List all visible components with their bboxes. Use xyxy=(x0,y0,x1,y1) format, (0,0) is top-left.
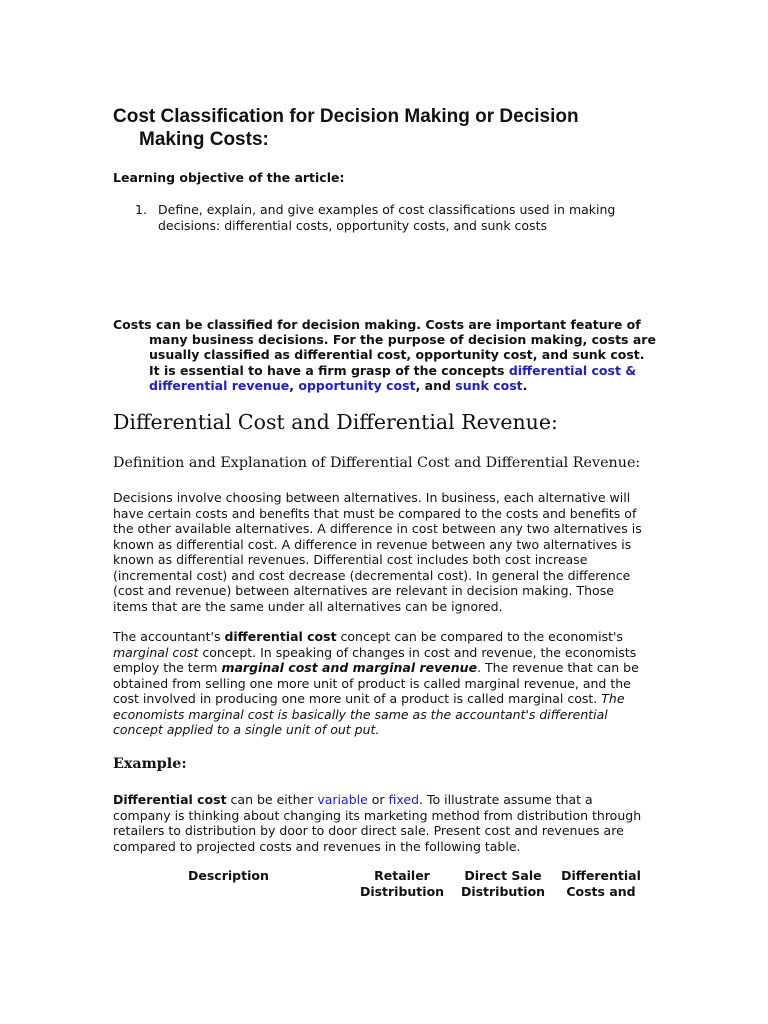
objective-line-2: decisions: differential costs, opportunity costs, and sunk costs xyxy=(158,218,547,233)
col-header-line: Distribution xyxy=(359,884,445,899)
col-header-line: Direct Sale xyxy=(464,868,542,883)
col-header-line: Distribution xyxy=(460,884,546,899)
col-header-line: Differential xyxy=(561,868,641,883)
col-header-retailer-distribution xyxy=(357,868,447,900)
col-header-differential-costs xyxy=(556,868,646,900)
example-heading: Example: xyxy=(113,756,187,772)
intro-end: . xyxy=(522,377,528,393)
para2-bold-italic-term: marginal cost and marginal revenue xyxy=(221,660,478,675)
intro-line-3: usually classified as differential cost, opportunity cost, and sunk cost. xyxy=(149,347,645,363)
para2-text: obtained from selling one more unit of product is called marginal revenue, and the xyxy=(113,675,631,691)
intro-sep-1: , xyxy=(289,377,299,393)
link-fixed[interactable]: fixed xyxy=(388,792,420,807)
intro-line-4-text: It is essential to have a firm grasp of the concepts xyxy=(149,362,509,378)
objective-item xyxy=(135,202,635,234)
cost-table-header xyxy=(113,868,653,908)
para2-text: cost involved in producing one more unit of a product is called marginal cost. xyxy=(113,691,602,706)
intro-line-1: Costs can be classified for decision making. Costs are important feature of xyxy=(113,317,641,332)
para2-text: employ the term xyxy=(113,660,222,675)
paragraph-decisions xyxy=(113,490,653,614)
para2-italic: economists marginal cost is basically the same as the accountant's differential xyxy=(113,706,608,722)
para2-text: The accountant's xyxy=(113,629,225,644)
subheading: Definition and Explanation of Differential Cost and Differential Revenue: xyxy=(113,455,641,471)
para3-text: compared to projected costs and revenues in the following table. xyxy=(113,838,521,854)
para3-bold-differential-cost: Differential cost xyxy=(113,792,227,807)
para3-text: company is thinking about changing its marketing method from distribution through xyxy=(113,807,642,823)
title-line-1: Cost Classification for Decision Making or Decision xyxy=(113,106,579,127)
col-header-line: Costs and xyxy=(566,884,636,899)
para2-text: concept can be compared to the economist's xyxy=(336,629,623,644)
col-header-direct-sale-distribution xyxy=(458,868,548,900)
link-variable[interactable]: variable xyxy=(317,792,368,807)
objective-number: 1. xyxy=(135,202,147,217)
para3-text: can be either xyxy=(226,792,318,807)
para1-line: Decisions involve choosing between alternatives. In business, each alternative will xyxy=(113,490,631,505)
para2-italic: The xyxy=(601,691,625,706)
para1-line: known as differential cost. A difference in revenue between any two alternatives is xyxy=(113,536,632,552)
para3-text: retailers to distribution by door to door direct sale. Present cost and revenues are xyxy=(113,823,624,838)
col-header-description: Description xyxy=(188,868,269,883)
paragraph-example xyxy=(113,792,653,854)
intro-paragraph xyxy=(113,317,673,393)
intro-line-2: many business decisions. For the purpose of decision making, costs are xyxy=(149,332,656,348)
intro-line-5 xyxy=(113,378,673,393)
para2-bold-differential-cost: differential cost xyxy=(224,629,337,644)
para1-line: have certain costs and benefits that must be compared to the costs and benefits of xyxy=(113,505,637,521)
link-differential-cost-part2[interactable]: differential revenue xyxy=(149,377,290,393)
objective-line-1: Define, explain, and give examples of cost classifications used in making xyxy=(158,202,616,217)
para3-text: . To illustrate assume that a xyxy=(419,792,593,807)
link-sunk-cost[interactable]: sunk cost xyxy=(455,377,523,393)
para2-italic-marginal-cost: marginal cost xyxy=(113,644,199,660)
para2-italic: concept applied to a single unit of out put. xyxy=(113,722,380,737)
para2-text: . The revenue that can be xyxy=(477,660,639,675)
para1-line: items that are the same under all alternatives can be ignored. xyxy=(113,598,503,614)
title-line-2: Making Costs: xyxy=(139,129,269,150)
col-header-line: Retailer xyxy=(374,868,430,883)
para1-line: (incremental cost) and cost decrease (decremental cost). In general the difference xyxy=(113,567,631,583)
para1-line: the other available alternatives. A difference in cost between any two alternatives is xyxy=(113,521,642,536)
learning-objective-label: Learning objective of the article: xyxy=(113,170,345,185)
section-heading: Differential Cost and Differential Revenue: xyxy=(113,410,558,434)
paragraph-marginal-cost xyxy=(113,629,653,738)
link-differential-cost-part1[interactable]: differential cost & xyxy=(508,362,637,378)
intro-sep-2: , and xyxy=(415,377,456,393)
para1-line: (cost and revenue) between alternatives are relevant in decision making. Those xyxy=(113,583,614,598)
page-title xyxy=(113,105,673,151)
link-opportunity-cost[interactable]: opportunity cost xyxy=(298,377,416,393)
para3-text: or xyxy=(367,792,389,807)
intro-line-4 xyxy=(113,363,673,378)
objectives-list xyxy=(135,202,635,234)
para2-text: concept. In speaking of changes in cost and revenue, the economists xyxy=(198,644,637,660)
para1-line: known as differential revenues. Differential cost includes both cost increase xyxy=(113,552,588,567)
